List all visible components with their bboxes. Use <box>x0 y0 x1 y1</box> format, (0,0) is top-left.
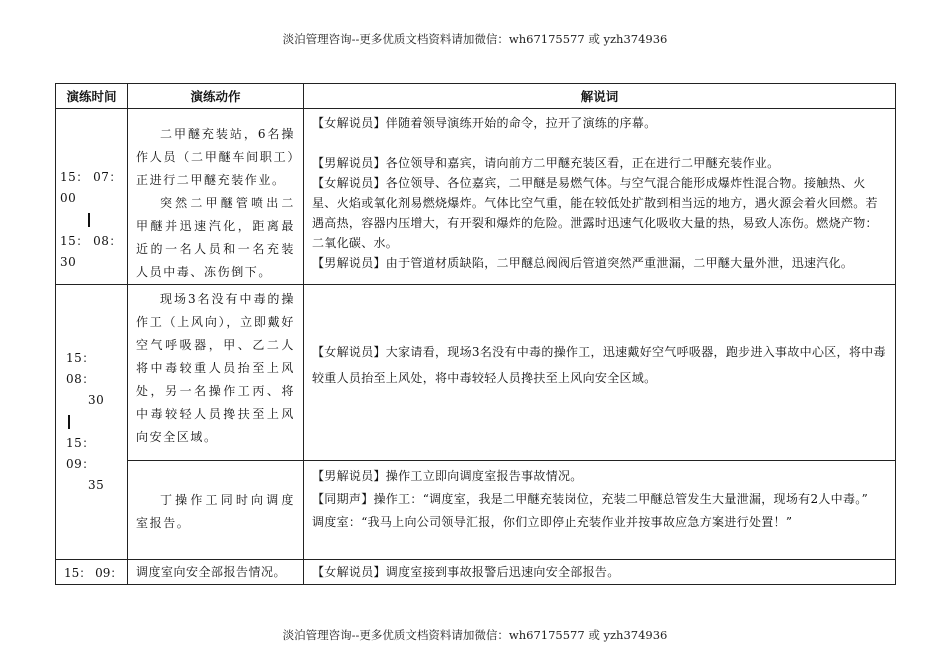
time-start: 15： 09： <box>64 565 123 580</box>
time-start-sec: 30 <box>88 393 105 407</box>
narration-line: 【女解说员】大家请看，现场3名没有中毒的操作工，迅速戴好空气呼吸器，跑步进入事故中心区，将中毒较重人员抬至上风处，将中毒较轻人员搀扶至上风向安全区域。 <box>312 344 886 385</box>
action-cell <box>128 109 304 285</box>
narration-line: 【男解说员】各位领导和嘉宾，请向前方二甲醚充装区看，正在进行二甲醚充装作业。 <box>312 156 780 170</box>
table-row <box>56 461 896 560</box>
action-cell <box>128 461 304 560</box>
action-cell <box>128 560 304 585</box>
time-start: 15： 07： <box>60 170 122 184</box>
narration-line: 【女解说员】各位领导、各位嘉宾，二甲醚是易燃气体。与空气混合能形成爆炸性混合物。接触热、火星、火焰或氧化剂易燃烧爆炸。气体比空气重，能在较低处扩散到相当远的地方，遇火源会着火回燃。若遇高热，容器内压增大，有开裂和爆炸的危险。泄露时迅速气化吸收大量的热，易致人冻伤。燃烧产物：二氧化碳、水。 <box>312 176 878 250</box>
time-range-bar <box>88 213 90 227</box>
table-row <box>56 285 896 461</box>
time-end: 15： 09： <box>66 436 95 471</box>
time-end-sec: 30 <box>60 255 77 269</box>
time-end-sec: 35 <box>88 478 105 492</box>
narration-line: 【男解说员】操作工立即向调度室报告事故情况。 <box>312 469 583 483</box>
action-text: 二甲醚充装站，6名操作人员（二甲醚车间职工）正进行二甲醚充装作业。 <box>136 127 295 187</box>
narration-cell <box>304 461 896 560</box>
time-start-sec: 00 <box>60 191 77 205</box>
action-cell <box>128 285 304 461</box>
narration-cell <box>304 285 896 461</box>
narration-line: 调度室：“我马上向公司领导汇报，你们立即停止充装作业并按事故应急方案进行处置！” <box>312 515 793 529</box>
table-row <box>56 109 896 285</box>
narration-line: 【女解说员】伴随着领导演练开始的命令，拉开了演练的序幕。 <box>312 116 657 130</box>
time-cell <box>56 560 128 585</box>
action-text: 丁操作工同时向调度室报告。 <box>136 492 295 530</box>
action-text: 突然二甲醚管喷出二甲醚并迅速汽化，距离最近的一名人员和一名充装人员中毒、冻伤倒下。 <box>136 196 295 279</box>
time-cell <box>56 285 128 560</box>
time-cell <box>56 109 128 285</box>
header-time: 演练时间 <box>56 84 128 109</box>
narration-line: 【女解说员】调度室接到事故报警后迅速向安全部报告。 <box>312 565 620 579</box>
table-header-row <box>56 84 896 109</box>
time-range-bar <box>68 415 70 429</box>
narration-line: 【男解说员】由于管道材质缺陷，二甲醚总阀阀后管道突然严重泄漏，二甲醚大量外泄，迅速汽化。 <box>312 256 854 270</box>
narration-cell <box>304 109 896 285</box>
narration-line: 【同期声】操作工：“调度室，我是二甲醚充装岗位，充装二甲醚总管发生大量泄漏，现场有2人中毒。” <box>312 492 869 506</box>
action-text: 调度室向安全部报告情况。 <box>136 565 287 579</box>
page-header: 淡泊管理咨询--更多优质文档资料请加微信：wh67175577 或 yzh374936 <box>282 32 668 46</box>
header-action: 演练动作 <box>128 84 304 109</box>
time-start: 15： 08： <box>66 351 95 386</box>
page-footer: 淡泊管理咨询--更多优质文档资料请加微信：wh67175577 或 yzh374936 <box>282 628 668 642</box>
drill-table <box>55 83 896 585</box>
table-row <box>56 560 896 585</box>
time-end: 15： 08： <box>60 234 122 248</box>
action-text: 现场3名没有中毒的操作工（上风向），立即戴好空气呼吸器，甲、乙二人将中毒较重人员抬至上风处，另一名操作工丙、将中毒较轻人员搀扶至上风向安全区域。 <box>136 292 295 444</box>
narration-cell <box>304 560 896 585</box>
header-narration: 解说词 <box>304 84 896 109</box>
